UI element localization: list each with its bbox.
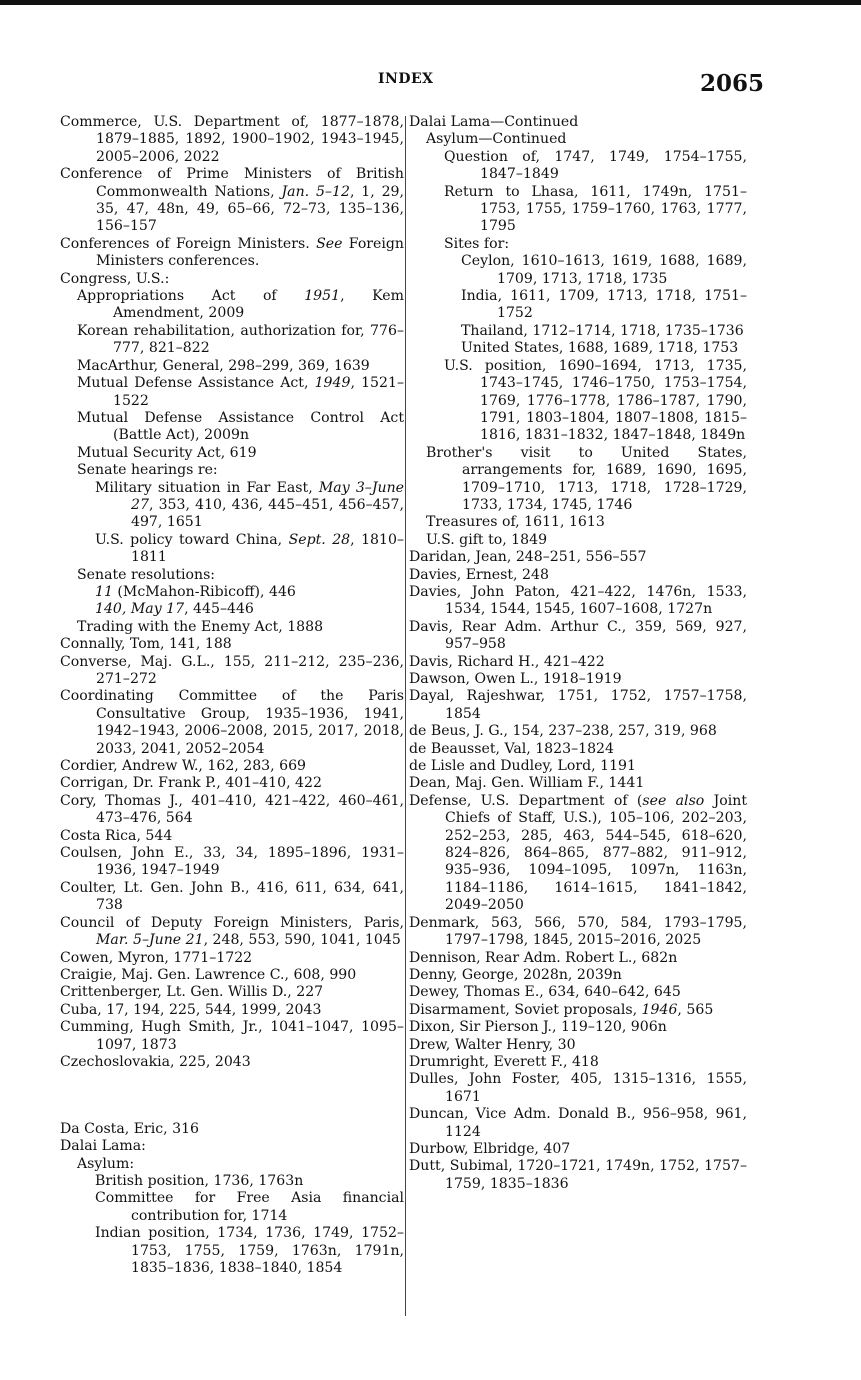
page-number: 2065: [700, 70, 765, 97]
index-entry: Asylum—Continued: [426, 131, 567, 148]
index-entry: Cuba, 17, 194, 225, 544, 1999, 2043: [60, 1001, 322, 1018]
index-entry: Mutual Security Act, 619: [77, 444, 257, 461]
index-entry: Denny, George, 2028n, 2039n: [409, 966, 622, 983]
index-entry: Crittenberger, Lt. Gen. Willis D., 227: [60, 984, 324, 1001]
index-column-left: [60, 114, 404, 1277]
index-entry: Davies, Ernest, 248: [409, 566, 549, 583]
index-entry: Dennison, Rear Adm. Robert L., 682n: [409, 949, 678, 966]
index-entry: Military situation in Far East, May 3–June 27, 353, 410, 436, 445–451, 456–457, 497, 1651: [95, 479, 404, 531]
index-entry: Dulles, John Foster, 405, 1315–1316, 1555, 1671: [409, 1071, 747, 1105]
index-entry: Durbow, Elbridge, 407: [409, 1140, 571, 1157]
index-entry: Sites for:: [444, 235, 510, 252]
index-entry: Connally, Tom, 141, 188: [60, 636, 232, 653]
index-entry: Davies, John Paton, 421–422, 1476n, 1533, 1534, 1544, 1545, 1607–1608, 1727n: [409, 583, 747, 618]
column-divider: [405, 116, 406, 1316]
index-entry: Denmark, 563, 566, 570, 584, 1793–1795, 1797–1798, 1845, 2015–2016, 2025: [409, 914, 747, 949]
page-top-rule: [0, 0, 861, 5]
index-entry: Craigie, Maj. Gen. Lawrence C., 608, 990: [60, 966, 357, 983]
index-entry: U.S. gift to, 1849: [426, 531, 548, 548]
index-entry: Da Costa, Eric, 316: [60, 1120, 199, 1137]
index-entry: Corrigan, Dr. Frank P., 401–410, 422: [60, 775, 322, 792]
index-entry: MacArthur, General, 298–299, 369, 1639: [77, 357, 370, 374]
index-entry: United States, 1688, 1689, 1718, 1753: [461, 340, 739, 357]
index-entry: Duncan, Vice Adm. Donald B., 956–958, 961, 1124: [409, 1106, 747, 1140]
index-entry: Daridan, Jean, 248–251, 556–557: [409, 549, 647, 566]
index-entry: Congress, U.S.:: [60, 270, 170, 287]
index-entry: Costa Rica, 544: [60, 827, 173, 844]
index-entry: Disarmament, Soviet proposals, 1946, 565: [409, 1001, 714, 1018]
index-entry: de Lisle and Dudley, Lord, 1191: [409, 758, 636, 775]
index-entry: de Beus, J. G., 154, 237–238, 257, 319, 968: [409, 723, 717, 740]
index-entry: Cumming, Hugh Smith, Jr., 1041–1047, 1095–1097, 1873: [60, 1019, 404, 1053]
index-entry: Treasures of, 1611, 1613: [426, 514, 605, 531]
index-entry: Drumright, Everett F., 418: [409, 1053, 599, 1070]
index-entry: Council of Deputy Foreign Ministers, Paris, Mar. 5–June 21, 248, 553, 590, 1041, 1045: [60, 914, 404, 949]
index-entry: Dean, Maj. Gen. William F., 1441: [409, 775, 645, 792]
index-entry: Cordier, Andrew W., 162, 283, 669: [60, 758, 307, 775]
index-entry: Cory, Thomas J., 401–410, 421–422, 460–461, 473–476, 564: [60, 792, 404, 827]
index-entry: Return to Lhasa, 1611, 1749n, 1751–1753, 1755, 1759–1760, 1763, 1777, 1795: [444, 183, 747, 235]
index-entry: Davis, Rear Adm. Arthur C., 359, 569, 927, 957–958: [409, 618, 747, 653]
index-entry: Dutt, Subimal, 1720–1721, 1749n, 1752, 1757–1759, 1835–1836: [409, 1158, 747, 1192]
index-entry: Coulter, Lt. Gen. John B., 416, 611, 634, 641, 738: [60, 879, 404, 914]
index-entry: Conference of Prime Ministers of British Commonwealth Nations, Jan. 5–12, 1, 29, 35, 47, 48n, 49, 65–66, 72–73, 135–136, 156–157: [60, 166, 404, 235]
index-entry: Converse, Maj. G.L., 155, 211–212, 235–236, 271–272: [60, 653, 404, 687]
index-entry: Mutual Defense Assistance Control Act (Battle Act), 2009n: [77, 409, 404, 444]
index-entry: Coulsen, John E., 33, 34, 1895–1896, 1931–1936, 1947–1949: [60, 845, 404, 879]
index-entry: Drew, Walter Henry, 30: [409, 1036, 576, 1053]
index-entry: Davis, Richard H., 421–422: [409, 653, 605, 670]
index-entry: 140, May 17, 445–446: [95, 601, 254, 618]
index-entry: Question of, 1747, 1749, 1754–1755, 1847–1849: [444, 148, 747, 183]
index-entry: Appropriations Act of 1951, Kem Amendment, 2009: [77, 288, 404, 322]
index-entry: Cowen, Myron, 1771–1722: [60, 949, 253, 966]
index-entry: Dayal, Rajeshwar, 1751, 1752, 1757–1758, 1854: [409, 688, 747, 722]
index-entry: Commerce, U.S. Department of, 1877–1878, 1879–1885, 1892, 1900–1902, 1943–1945, 2005–2006, 2022: [60, 114, 404, 165]
index-column-right: [409, 114, 747, 1193]
index-entry: Dewey, Thomas E., 634, 640–642, 645: [409, 984, 681, 1001]
index-entry: Coordinating Committee of the Paris Consultative Group, 1935–1936, 1941, 1942–1943, 2006–2008, 2015, 2017, 2018, 2033, 2041, 2052–2054: [60, 688, 404, 757]
index-entry: Asylum:: [77, 1155, 135, 1172]
index-entry: Mutual Defense Assistance Act, 1949, 1521–1522: [77, 375, 404, 409]
index-entry: 11 (McMahon-Ribicoff), 446: [95, 583, 296, 600]
index-entry: Trading with the Enemy Act, 1888: [77, 618, 324, 635]
index-entry: India, 1611, 1709, 1713, 1718, 1751–1752: [461, 288, 747, 322]
index-entry: Conferences of Foreign Ministers. See Foreign Ministers conferences.: [60, 235, 404, 270]
index-entry: Dawson, Owen L., 1918–1919: [409, 671, 622, 687]
index-entry: Czechoslovakia, 225, 2043: [60, 1053, 251, 1070]
index-entry: Ceylon, 1610–1613, 1619, 1688, 1689, 1709, 1713, 1718, 1735: [461, 253, 747, 287]
index-spacer: [60, 1087, 404, 1104]
index-entry: Brother's visit to United States, arrangements for, 1689, 1690, 1695, 1709–1710, 1713, 1718, 1728–1729, 1733, 1734, 1745, 1746: [426, 444, 747, 513]
index-entry: Committee for Free Asia financial contribution for, 1714: [95, 1190, 404, 1224]
running-head: INDEX: [378, 71, 434, 87]
index-entry: Indian position, 1734, 1736, 1749, 1752–1753, 1755, 1759, 1763n, 1791n, 1835–1836, 1838–1840, 1854: [95, 1225, 404, 1276]
index-entry: Thailand, 1712–1714, 1718, 1735–1736: [461, 322, 744, 339]
index-entry: Senate hearings re:: [77, 462, 218, 479]
index-entry: Dalai Lama:: [60, 1138, 146, 1155]
index-entry: Dalai Lama—Continued: [409, 114, 579, 130]
index-entry: de Beausset, Val, 1823–1824: [409, 740, 614, 757]
index-entry: U.S. policy toward China, Sept. 28, 1810–1811: [95, 531, 405, 566]
index-entry: British position, 1736, 1763n: [95, 1172, 304, 1189]
index-entry: Senate resolutions:: [77, 566, 216, 583]
index-entry: Defense, U.S. Department of (see also Joint Chiefs of Staff, U.S.), 105–106, 202–203, 252–253, 285, 463, 544–545, 618–620, 824–826, 864–865, 877–882, 911–912, 935–936, 1094–1095, 1097n, 1163n, 1184–1186, 1614–1615, 1841–1842, 2049–2050: [409, 792, 747, 914]
index-entry: Korean rehabilitation, authorization for, 776–777, 821–822: [77, 322, 404, 357]
index-entry: U.S. position, 1690–1694, 1713, 1735, 1743–1745, 1746–1750, 1753–1754, 1769, 1776–1778, 1786–1787, 1790, 1791, 1803–1804, 1807–1808, 1815–1816, 1831–1832, 1847–1848, 1849n: [444, 357, 747, 444]
index-entry: Dixon, Sir Pierson J., 119–120, 906n: [409, 1019, 667, 1036]
